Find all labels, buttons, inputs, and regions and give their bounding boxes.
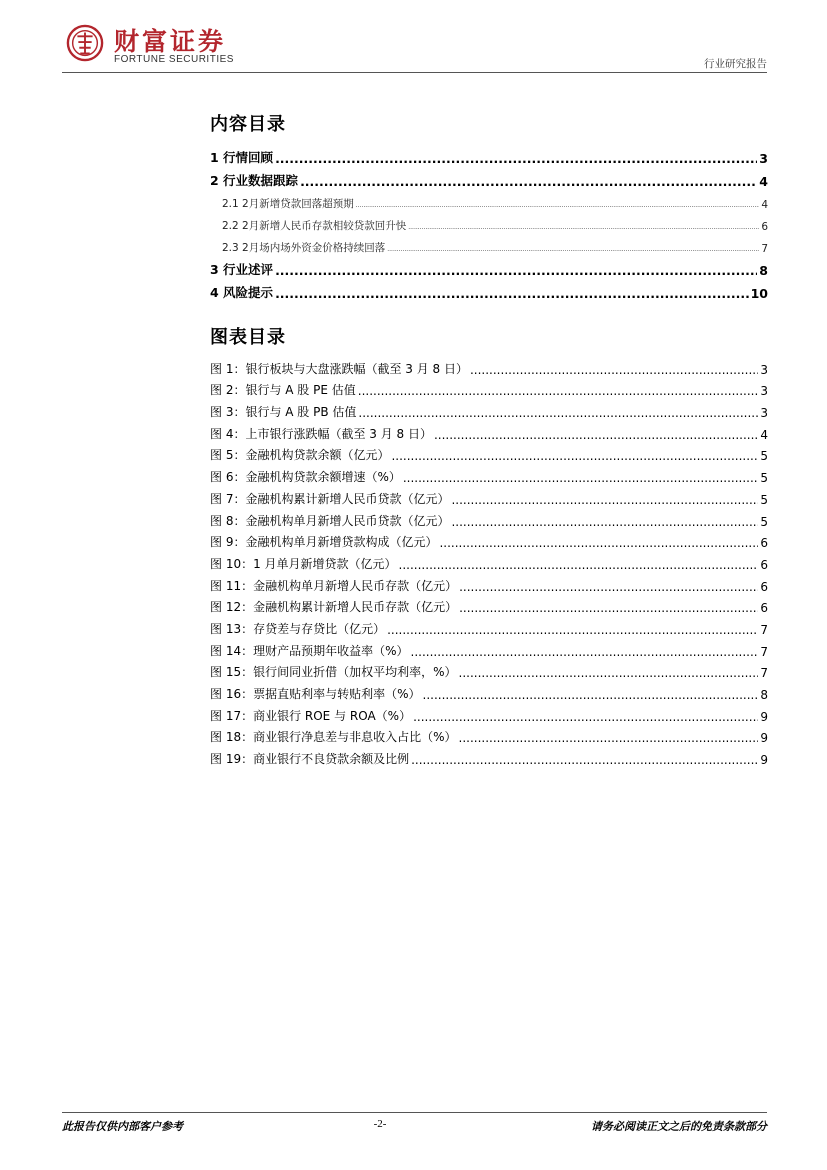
- entry-label: 图 19：商业银行不良贷款余额及比例: [210, 752, 410, 767]
- entry-page: 4: [759, 174, 768, 189]
- entry-label: 图 16：票据直贴利率与转贴利率（%）: [210, 687, 421, 701]
- entry-page: 3: [760, 384, 768, 399]
- entry-label: 图 9：金融机构单月新增贷款构成（亿元）: [210, 535, 438, 550]
- dot-leader: [459, 601, 758, 615]
- dot-leader: [403, 471, 759, 485]
- page-number: -2-: [373, 1118, 387, 1130]
- dot-leader: [275, 151, 757, 166]
- figure-entry[interactable]: [210, 745, 768, 767]
- toc-entry[interactable]: [210, 255, 768, 278]
- entry-page: 9: [760, 753, 768, 768]
- figure-entry[interactable]: [210, 463, 768, 485]
- entry-page: 5: [760, 492, 768, 507]
- figure-entry[interactable]: [210, 355, 768, 377]
- entry-page: 10: [750, 286, 768, 301]
- entry-page: 7: [760, 644, 768, 659]
- toc-entry[interactable]: [210, 278, 768, 301]
- entry-label: 图 18：商业银行净息差与非息收入占比（%）: [210, 730, 457, 745]
- figure-entry[interactable]: [210, 485, 768, 507]
- figure-entry[interactable]: [210, 420, 768, 442]
- entry-label: 图 6：金融机构贷款余额增速（%）: [210, 470, 401, 485]
- entry-page: 5: [760, 471, 768, 486]
- entry-label: 图 7：金融机构累计新增人民币贷款（亿元）: [210, 491, 450, 506]
- entry-label: 图 10：1 月单月新增贷款（亿元）: [210, 556, 397, 571]
- figure-entry[interactable]: [210, 680, 768, 702]
- figure-entry[interactable]: [210, 507, 768, 529]
- entry-page: 6: [760, 557, 768, 572]
- entry-label: 图 13：存贷差与存贷比（亿元）: [210, 621, 386, 636]
- entry-label: 图 8：金融机构单月新增人民币贷款（亿元）: [210, 513, 450, 528]
- entry-page: 6: [760, 601, 768, 616]
- dot-leader: [275, 263, 757, 278]
- entry-label: 图 4：上市银行涨跌幅（截至 3 月 8 日）: [210, 426, 432, 441]
- figure-entry[interactable]: [210, 702, 768, 724]
- entry-label: 2.3 2月场内场外资金价格持续回落: [222, 242, 386, 254]
- entry-label: 图 12：金融机构累计新增人民币存款（亿元）: [210, 600, 458, 615]
- figure-entry[interactable]: [210, 615, 768, 637]
- page-header: [62, 18, 767, 70]
- figure-entry[interactable]: [210, 442, 768, 464]
- toc-entry[interactable]: [210, 166, 768, 189]
- figure-entry[interactable]: [210, 637, 768, 659]
- entry-page: 6: [761, 221, 768, 233]
- figure-entry[interactable]: [210, 398, 768, 420]
- toc-entry[interactable]: [210, 189, 768, 211]
- entry-label: 图 1：银行板块与大盘涨跌幅（截至 3 月 8 日）: [210, 361, 468, 376]
- figure-entry[interactable]: [210, 594, 768, 616]
- dot-leader: [356, 201, 760, 211]
- fortune-seal-icon: [66, 24, 104, 62]
- figure-entry[interactable]: [210, 550, 768, 572]
- dot-leader: [413, 710, 758, 724]
- entry-page: 9: [760, 731, 768, 746]
- brand-name-cn: 财富证券: [114, 27, 227, 56]
- entry-page: 6: [760, 536, 768, 551]
- toc-entry[interactable]: [210, 143, 768, 166]
- contents-title: 内容目录: [210, 114, 286, 135]
- entry-page: 3: [760, 406, 768, 421]
- entry-page: 7: [760, 666, 768, 681]
- entry-label: 图 2：银行与 A 股 PE 估值: [210, 383, 356, 398]
- dot-leader: [459, 666, 759, 680]
- figure-entry[interactable]: [210, 377, 768, 399]
- entry-label: 图 17：商业银行 ROE 与 ROA（%）: [210, 708, 412, 723]
- dot-leader: [358, 384, 759, 398]
- figure-entry[interactable]: [210, 659, 768, 681]
- dot-leader: [275, 286, 749, 301]
- dot-leader: [439, 536, 758, 550]
- footer-disclaimer-right: 请务必阅读正文之后的免责条款部分: [591, 1120, 767, 1133]
- dot-leader: [411, 753, 758, 767]
- entry-page: 7: [761, 243, 768, 255]
- dot-leader: [459, 731, 759, 745]
- entry-page: 5: [760, 449, 768, 464]
- entry-page: 5: [760, 514, 768, 529]
- entry-label: 图 11：金融机构单月新增人民币存款（亿元）: [210, 578, 458, 593]
- dot-leader: [358, 406, 758, 420]
- figure-entry[interactable]: [210, 572, 768, 594]
- entry-page: 3: [760, 362, 768, 377]
- entry-label: 图 5：金融机构贷款余额（亿元）: [210, 448, 390, 463]
- footer-divider: [62, 1112, 767, 1113]
- entry-label: 2.1 2月新增贷款回落超预期: [222, 198, 354, 210]
- entry-page: 8: [760, 688, 768, 702]
- figure-entry[interactable]: [210, 724, 768, 746]
- entry-page: 4: [760, 427, 768, 442]
- entry-page: 4: [761, 199, 768, 211]
- toc-entry[interactable]: [210, 233, 768, 255]
- entry-page: 8: [759, 263, 768, 278]
- footer-disclaimer-left: 此报告仅供内部客户参考: [62, 1120, 183, 1133]
- entry-label: 图 15：银行间同业折借（加权平均利率，%）: [210, 665, 457, 680]
- dot-leader: [411, 645, 759, 659]
- entry-page: 6: [760, 579, 768, 594]
- dot-leader: [300, 174, 757, 189]
- contents-list: [210, 143, 768, 301]
- entry-label: 2.2 2月新增人民币存款相较贷款回升快: [222, 220, 407, 232]
- entry-page: 3: [759, 151, 768, 166]
- entry-page: 7: [760, 622, 768, 637]
- figures-list: [210, 355, 768, 767]
- dot-leader: [408, 223, 759, 233]
- entry-page: 9: [760, 709, 768, 724]
- dot-leader: [434, 428, 758, 442]
- report-type: 行业研究报告: [704, 58, 767, 70]
- entry-label: 1 行情回顾: [210, 150, 274, 165]
- entry-label: 图 3：银行与 A 股 PB 估值: [210, 405, 357, 420]
- dot-leader: [451, 515, 758, 529]
- dot-leader: [391, 449, 758, 463]
- dot-leader: [399, 558, 759, 572]
- entry-label: 4 风险提示: [210, 285, 274, 300]
- brand-name-en: FORTUNE SECURITIES: [114, 54, 234, 65]
- figure-entry[interactable]: [210, 529, 768, 551]
- dot-leader: [387, 245, 759, 255]
- entry-label: 2 行业数据跟踪: [210, 173, 299, 188]
- figures-title: 图表目录: [210, 327, 286, 348]
- entry-label: 3 行业述评: [210, 262, 274, 277]
- toc-entry[interactable]: [210, 211, 768, 233]
- dot-leader: [459, 580, 758, 594]
- entry-label: 图 14：理财产品预期年收益率（%）: [210, 643, 409, 658]
- dot-leader: [423, 688, 759, 702]
- header-divider: [62, 72, 767, 73]
- dot-leader: [387, 623, 758, 637]
- dot-leader: [470, 363, 758, 377]
- dot-leader: [451, 493, 758, 507]
